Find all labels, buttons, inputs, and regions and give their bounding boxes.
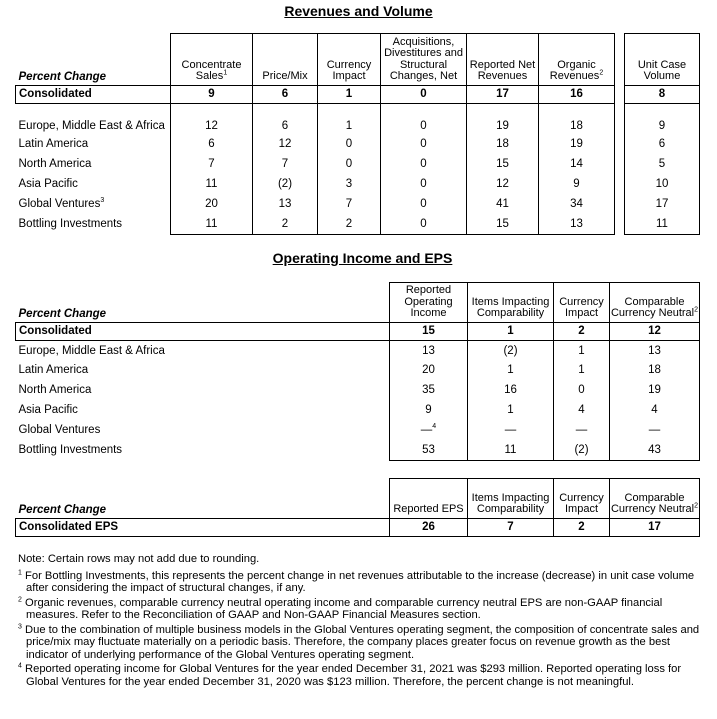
table-row [16, 175, 700, 195]
row-label: Global Ventures [18, 424, 101, 437]
cell: 10 [625, 175, 700, 195]
cell: 9 [625, 104, 700, 135]
cell: 15 [467, 155, 539, 175]
table-row [16, 401, 700, 421]
cell: 19 [539, 135, 615, 155]
cell: 6 [625, 135, 700, 155]
cell: 0 [318, 155, 381, 175]
row-label: Consolidated [16, 86, 171, 104]
cell: 35 [390, 381, 468, 401]
row-label: Europe, Middle East & Africa [18, 344, 165, 357]
table-row [16, 195, 700, 215]
cell: 0 [381, 195, 467, 215]
operating-title: Operating Income and EPS [272, 250, 453, 266]
rounding-note: Note: Certain rows may not add due to rounding. [18, 553, 260, 565]
cell: 2 [253, 215, 318, 235]
cell: 0 [381, 155, 467, 175]
header-price-mix: Price/Mix [253, 34, 318, 86]
cell: 11 [171, 175, 253, 195]
cell: 12 [253, 135, 318, 155]
table-row [16, 441, 700, 461]
cell: 15 [467, 215, 539, 235]
cell: 0 [381, 135, 467, 155]
cell: 7 [253, 155, 318, 175]
cell: 18 [610, 361, 700, 381]
cell: 18 [539, 104, 615, 135]
cell: 9 [171, 86, 253, 104]
cell: 11 [625, 215, 700, 235]
header-currency-impact: Currency Impact [318, 34, 381, 86]
footnote-1: $^1$ For Bottling Investments, this represents the percent change in net revenues attributable to the increase (decrease) in unit case volume after considering the impact of structural changes, if any. [18, 568, 695, 594]
table-row [16, 215, 700, 235]
footnotes [18, 553, 708, 690]
cell: 41 [467, 195, 539, 215]
cell: 17 [467, 86, 539, 104]
cell: (2) [554, 441, 610, 461]
cell: 8 [625, 86, 700, 104]
percent-change-label: Percent Change [18, 307, 107, 320]
cell: 20 [390, 361, 468, 381]
cell: 5 [625, 155, 700, 175]
cell: 1 [468, 323, 554, 341]
cell: — [468, 421, 554, 441]
cell: 43 [610, 441, 700, 461]
cell: 1 [554, 341, 610, 361]
header-concentrate-sales: Concentrate Sales$^1$ [171, 34, 253, 86]
row-label: Asia Pacific [18, 404, 78, 417]
cell: 0 [381, 86, 467, 104]
header-acquisitions: Acquisitions, Divestitures and Structural Changes, Net [381, 34, 467, 86]
cell: 16 [539, 86, 615, 104]
cell: 1 [468, 361, 554, 381]
footnote-2: $^2$ Organic revenues, comparable currency neutral operating income and comparable currency neutral EPS are non-GAAP financial measures. Refer to the Reconciliation of GAAP and Non-GAAP Financial Measures section. [18, 595, 663, 621]
cell: 7 [318, 195, 381, 215]
row-label: Latin America [18, 364, 89, 377]
cell: 4 [610, 401, 700, 421]
row-label: Global Ventures$^3$ [18, 197, 105, 211]
header-reported-eps: Reported EPS [390, 479, 468, 519]
cell: 0 [381, 104, 467, 135]
header-reported-operating-income: Reported Operating Income [390, 283, 468, 323]
cell: 12 [171, 104, 253, 135]
row-label: Asia Pacific [18, 178, 78, 191]
cell: 0 [381, 175, 467, 195]
cell: 14 [539, 155, 615, 175]
cell: 1 [554, 361, 610, 381]
header-organic-revenues: Organic Revenues$^2$ [539, 34, 615, 86]
cell: 19 [467, 104, 539, 135]
row-label: Latin America [18, 138, 89, 151]
cell: 1 [318, 104, 381, 135]
row-label: Consolidated [16, 323, 390, 341]
revenues-table [15, 33, 700, 235]
cell: 1 [468, 401, 554, 421]
cell: 12 [610, 323, 700, 341]
table-row [16, 86, 700, 104]
cell: — [610, 421, 700, 441]
table-row [16, 135, 700, 155]
table-row [16, 361, 700, 381]
header-currency-impact: Currency Impact [554, 479, 610, 519]
cell: 11 [468, 441, 554, 461]
revenues-title: Revenues and Volume [284, 3, 433, 19]
cell: 17 [610, 519, 700, 537]
table-row [16, 104, 700, 135]
cell: 34 [539, 195, 615, 215]
cell: 15 [390, 323, 468, 341]
cell: —$^4$ [390, 421, 468, 441]
cell: 0 [318, 135, 381, 155]
cell: 7 [468, 519, 554, 537]
cell: (2) [253, 175, 318, 195]
cell: 13 [253, 195, 318, 215]
cell: 6 [253, 104, 318, 135]
cell: 6 [253, 86, 318, 104]
row-label: Consolidated EPS [16, 519, 390, 537]
cell: (2) [468, 341, 554, 361]
percent-change-label: Percent Change [18, 70, 107, 83]
header-items-impacting: Items Impacting Comparability [468, 283, 554, 323]
cell: 20 [171, 195, 253, 215]
cell: 2 [554, 519, 610, 537]
cell: — [554, 421, 610, 441]
cell: 2 [554, 323, 610, 341]
cell: 19 [610, 381, 700, 401]
cell: 6 [171, 135, 253, 155]
cell: 53 [390, 441, 468, 461]
cell: 0 [381, 215, 467, 235]
cell: 16 [468, 381, 554, 401]
cell: 7 [171, 155, 253, 175]
table-row [16, 421, 700, 441]
cell: 11 [171, 215, 253, 235]
cell: 26 [390, 519, 468, 537]
row-label: North America [18, 384, 92, 397]
table-row [16, 519, 700, 537]
table-row [16, 341, 700, 361]
footnote-3: $^3$ Due to the combination of multiple business models in the Global Ventures operating segment, the composition of concentrate sales and price/mix may fluctuate materially on a periodic basis. Therefore, the company places greater focus on revenue growth as the best indicator of underlying performance of the Global Ventures operating segment. [18, 622, 700, 661]
operating-income-table [15, 282, 700, 461]
row-label: Bottling Investments [18, 444, 123, 457]
cell: 9 [539, 175, 615, 195]
cell: 13 [539, 215, 615, 235]
cell: 0 [554, 381, 610, 401]
cell: 13 [610, 341, 700, 361]
table-row [16, 155, 700, 175]
footnote-4: $^4$ Reported operating income for Global Ventures for the year ended December 31, 2021 was $293 million. Reported operating loss for Global Ventures for the year ended December 31, 2020 was $123 million. Therefore, the percent change is not meaningful. [18, 662, 682, 688]
cell: 17 [625, 195, 700, 215]
header-currency-impact: Currency Impact [554, 283, 610, 323]
header-comparable-currency-neutral: Comparable Currency Neutral$^2$ [610, 283, 700, 323]
percent-change-label: Percent Change [18, 503, 107, 516]
row-label: North America [18, 158, 92, 171]
eps-table [15, 478, 700, 537]
row-label: Europe, Middle East & Africa [18, 120, 165, 133]
cell: 9 [390, 401, 468, 421]
header-items-impacting: Items Impacting Comparability [468, 479, 554, 519]
cell: 4 [554, 401, 610, 421]
row-label: Bottling Investments [18, 218, 123, 231]
cell: 18 [467, 135, 539, 155]
cell: 3 [318, 175, 381, 195]
cell: 13 [390, 341, 468, 361]
table-row [16, 323, 700, 341]
header-unit-case-volume: Unit Case Volume [625, 34, 700, 86]
table-row [16, 381, 700, 401]
header-comparable-currency-neutral: Comparable Currency Neutral$^2$ [610, 479, 700, 519]
cell: 2 [318, 215, 381, 235]
cell: 12 [467, 175, 539, 195]
header-reported-net-revenues: Reported Net Revenues [467, 34, 539, 86]
cell: 1 [318, 86, 381, 104]
